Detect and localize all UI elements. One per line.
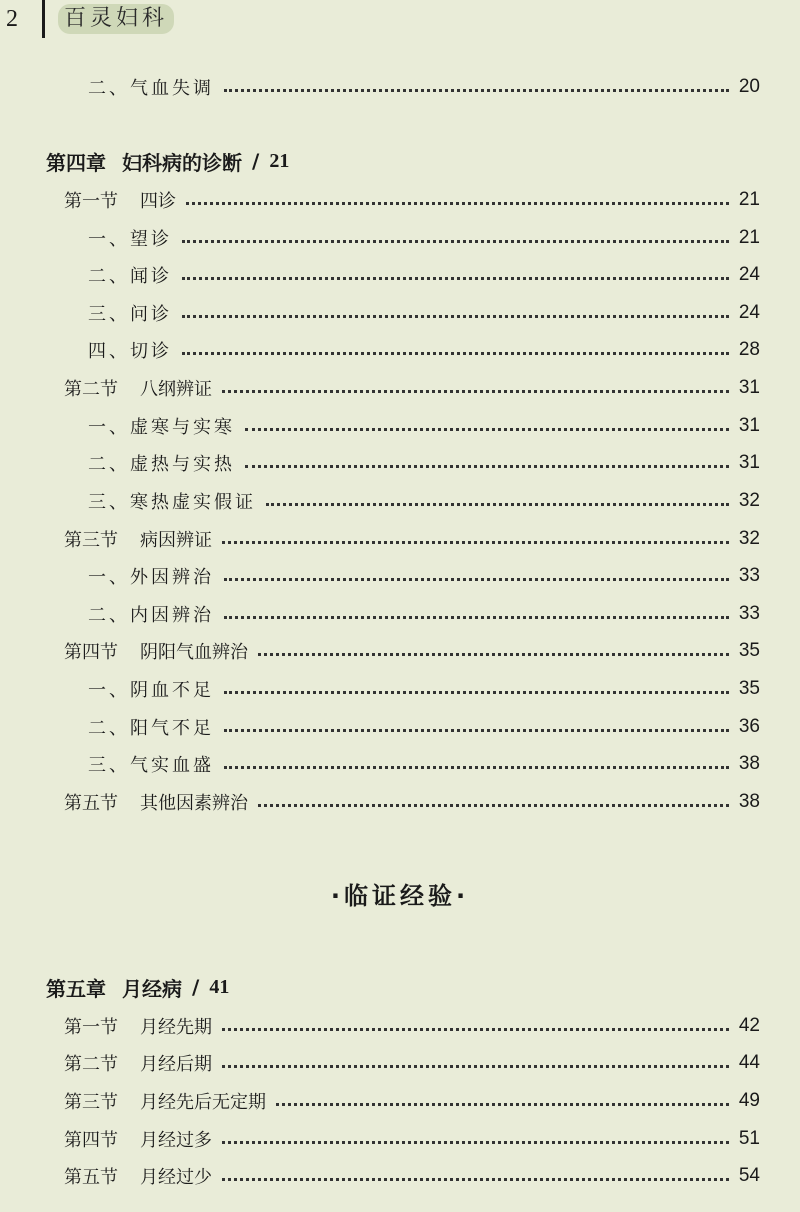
toc-entry-label: 三、问诊 bbox=[88, 304, 172, 325]
section-title: 月经先期 bbox=[140, 1017, 212, 1038]
section-number: 第二节 bbox=[64, 1054, 118, 1075]
dot-leader bbox=[224, 691, 729, 694]
toc-entry[interactable] bbox=[88, 446, 760, 480]
toc-entry[interactable] bbox=[88, 409, 760, 443]
chapter-slash: / bbox=[252, 149, 260, 173]
toc-entry-label: 二、阳气不足 bbox=[88, 718, 214, 739]
toc-entry[interactable] bbox=[88, 333, 760, 367]
chapter-page: 21 bbox=[269, 149, 290, 172]
toc-entry-page: 33 bbox=[738, 603, 760, 624]
toc-entry-page: 31 bbox=[738, 452, 760, 473]
book-title: 百灵妇科 bbox=[58, 4, 174, 34]
dot-leader bbox=[224, 578, 729, 581]
toc-entry-label: 四、切诊 bbox=[88, 341, 172, 362]
toc-entry-page: 35 bbox=[738, 678, 760, 699]
toc-section[interactable] bbox=[64, 785, 760, 819]
page-number: 2 bbox=[6, 6, 18, 32]
toc-entry-page: 36 bbox=[738, 716, 760, 737]
toc-section[interactable] bbox=[64, 1009, 760, 1043]
dot-leader bbox=[224, 766, 729, 769]
section-number: 第一节 bbox=[64, 1017, 118, 1038]
toc-entry[interactable] bbox=[88, 484, 760, 518]
toc-entry-label: 一、望诊 bbox=[88, 229, 172, 250]
section-number: 第五节 bbox=[64, 793, 118, 814]
toc-entry[interactable] bbox=[88, 597, 760, 631]
section-title: 其他因素辨治 bbox=[140, 793, 248, 814]
page-header bbox=[0, 0, 800, 44]
dot-leader bbox=[222, 1028, 729, 1031]
toc-entry[interactable] bbox=[88, 70, 760, 104]
toc-entry-page: 49 bbox=[738, 1090, 760, 1111]
toc-section[interactable] bbox=[64, 1046, 760, 1080]
dot-leader bbox=[258, 653, 729, 656]
toc-entry-label: 三、气实血盛 bbox=[88, 755, 214, 776]
toc-entry[interactable] bbox=[88, 672, 760, 706]
toc-entry-page: 21 bbox=[738, 189, 760, 210]
section-number: 第二节 bbox=[64, 379, 118, 400]
header-divider bbox=[42, 0, 45, 38]
toc-entry-page: 28 bbox=[738, 339, 760, 360]
dot-leader bbox=[186, 202, 729, 205]
dot-leader bbox=[222, 541, 729, 544]
toc-section[interactable] bbox=[64, 634, 760, 668]
chapter-title: 妇科病的诊断 bbox=[122, 150, 242, 175]
toc-entry-label: 二、闻诊 bbox=[88, 266, 172, 287]
toc-entry-page: 20 bbox=[738, 76, 760, 97]
toc-entry-page: 24 bbox=[738, 302, 760, 323]
section-title: 阴阳气血辨治 bbox=[140, 642, 248, 663]
part-title: ·临证经验· bbox=[330, 882, 470, 910]
section-title: 月经后期 bbox=[140, 1054, 212, 1075]
toc-entry[interactable] bbox=[88, 296, 760, 330]
chapter-heading[interactable] bbox=[46, 144, 289, 178]
section-number: 第三节 bbox=[64, 1092, 118, 1113]
dot-leader bbox=[182, 277, 729, 280]
toc-entry-page: 31 bbox=[738, 377, 760, 398]
dot-leader bbox=[258, 804, 729, 807]
toc-section[interactable] bbox=[64, 371, 760, 405]
dot-leader bbox=[245, 465, 729, 468]
toc-entry-label: 二、虚热与实热 bbox=[88, 454, 235, 475]
toc-entry-label: 二、气血失调 bbox=[88, 78, 214, 99]
toc-entry[interactable] bbox=[88, 710, 760, 744]
dot-leader bbox=[222, 1065, 729, 1068]
section-title: 月经过多 bbox=[140, 1130, 212, 1151]
chapter-slash: / bbox=[192, 975, 200, 999]
dot-leader bbox=[266, 503, 729, 506]
toc-entry-page: 38 bbox=[738, 753, 760, 774]
section-title: 四诊 bbox=[140, 191, 176, 212]
dot-leader bbox=[245, 428, 729, 431]
toc-entry[interactable] bbox=[88, 258, 760, 292]
toc-entry-page: 21 bbox=[738, 227, 760, 248]
section-title: 月经过少 bbox=[140, 1167, 212, 1188]
dot-leader bbox=[222, 1141, 729, 1144]
dot-leader bbox=[224, 89, 729, 92]
toc-entry-page: 51 bbox=[738, 1128, 760, 1149]
section-number: 第四节 bbox=[64, 642, 118, 663]
toc-entry[interactable] bbox=[88, 559, 760, 593]
section-number: 第三节 bbox=[64, 530, 118, 551]
toc-entry-label: 一、虚寒与实寒 bbox=[88, 417, 235, 438]
toc-entry-page: 32 bbox=[738, 528, 760, 549]
dot-leader bbox=[224, 729, 729, 732]
chapter-heading[interactable] bbox=[46, 970, 229, 1004]
dot-leader bbox=[276, 1103, 729, 1106]
toc-entry-page: 44 bbox=[738, 1052, 760, 1073]
toc-section[interactable] bbox=[64, 183, 760, 217]
dot-leader bbox=[182, 240, 729, 243]
toc-entry[interactable] bbox=[88, 221, 760, 255]
chapter-number: 第五章 bbox=[46, 976, 106, 1001]
toc-entry-page: 38 bbox=[738, 791, 760, 812]
toc-entry-page: 33 bbox=[738, 565, 760, 586]
toc-section[interactable] bbox=[64, 522, 760, 556]
toc-section[interactable] bbox=[64, 1122, 760, 1156]
toc-entry-page: 32 bbox=[738, 490, 760, 511]
dot-leader bbox=[182, 352, 729, 355]
toc-entry-label: 三、寒热虚实假证 bbox=[88, 492, 256, 513]
toc-entry-page: 35 bbox=[738, 640, 760, 661]
toc-entry-label: 二、内因辨治 bbox=[88, 605, 214, 626]
chapter-title: 月经病 bbox=[122, 976, 182, 1001]
dot-leader bbox=[224, 616, 729, 619]
section-title: 病因辨证 bbox=[140, 530, 212, 551]
toc-entry-page: 42 bbox=[738, 1015, 760, 1036]
section-title: 八纲辨证 bbox=[140, 379, 212, 400]
toc-entry-label: 一、外因辨治 bbox=[88, 567, 214, 588]
dot-leader bbox=[222, 1178, 729, 1181]
toc-section[interactable] bbox=[64, 1084, 760, 1118]
section-title: 月经先后无定期 bbox=[140, 1092, 266, 1113]
chapter-number: 第四章 bbox=[46, 150, 106, 175]
toc-entry-page: 54 bbox=[738, 1165, 760, 1186]
dot-leader bbox=[182, 315, 729, 318]
toc-entry[interactable] bbox=[88, 747, 760, 781]
toc-entry-page: 31 bbox=[738, 415, 760, 436]
dot-leader bbox=[222, 390, 729, 393]
section-number: 第五节 bbox=[64, 1167, 118, 1188]
toc-section[interactable] bbox=[64, 1159, 760, 1193]
chapter-page: 41 bbox=[209, 975, 230, 998]
section-number: 第一节 bbox=[64, 191, 118, 212]
toc-entry-page: 24 bbox=[738, 264, 760, 285]
toc-entry-label: 一、阴血不足 bbox=[88, 680, 214, 701]
section-number: 第四节 bbox=[64, 1130, 118, 1151]
